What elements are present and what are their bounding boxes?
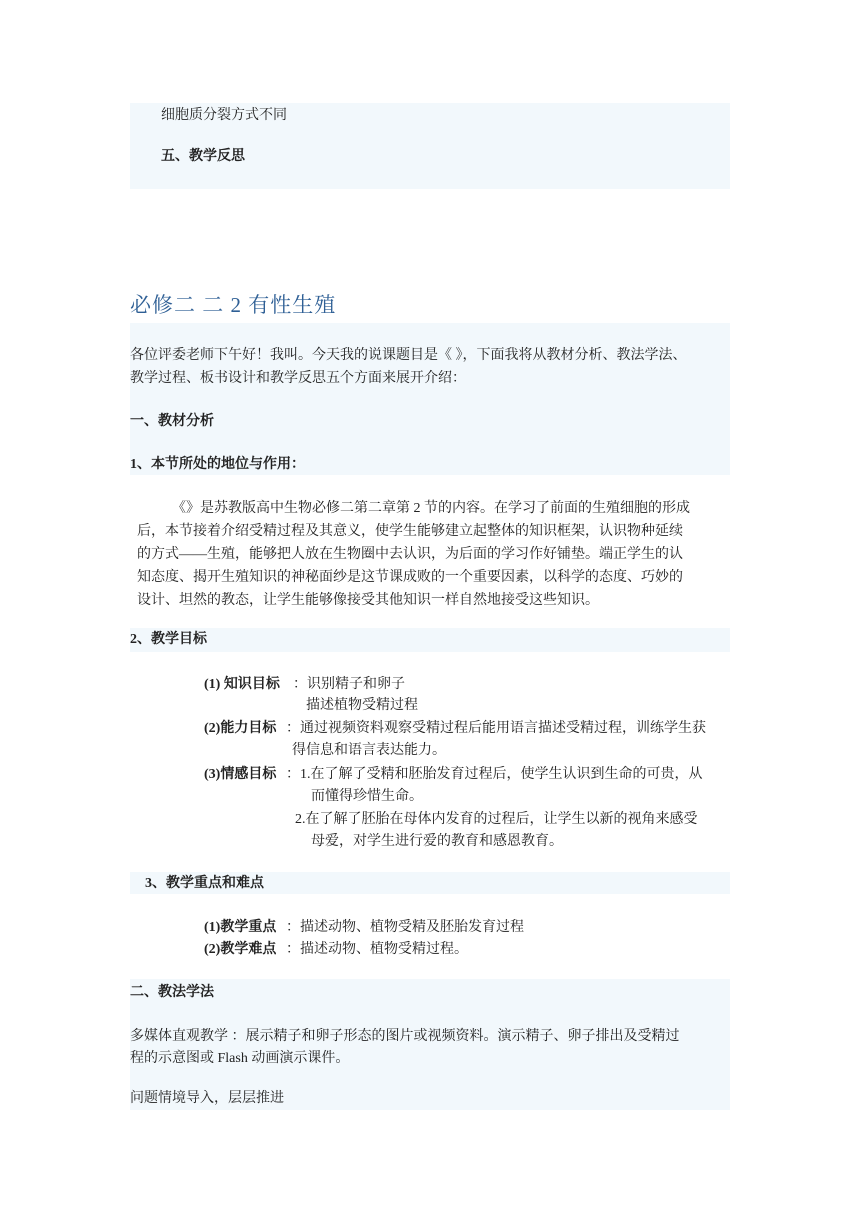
key-point-text: ：描述动物、植物受精及胚胎发育过程 [286, 920, 524, 935]
ability-goal-label: (2)能力目标 [204, 721, 277, 736]
goals-heading-shade [130, 628, 730, 652]
position-role-paragraph [137, 497, 731, 612]
cytoplasm-division-line: 细胞质分裂方式不同 [161, 108, 287, 123]
subsection-position-role: 1、本节所处的地位与作用： [130, 457, 305, 472]
ability-goal-line-2: 得信息和语言表达能力。 [292, 743, 446, 758]
difficult-point-label: (2)教学难点 [204, 942, 277, 957]
method-multimedia-line-1: 多媒体直观教学 ：展示精子和卵子形态的图片或视频资料。演示精子、卵子排出及受精过 [130, 1029, 680, 1044]
difficult-point-text: ：描述动物、植物受精过程。 [286, 942, 468, 957]
emotion-goal-line-3: 2.在了解了胚胎在母体内发育的过程后，让学生以新的视角来感受 [295, 812, 698, 827]
subsection-teaching-goals: 2、教学目标 [130, 632, 207, 647]
knowledge-goal-label: (1) 知识目标 [204, 677, 280, 692]
emotion-goal-line-4: 母爱，对学生进行爱的教育和感恩教育。 [311, 834, 563, 849]
emotion-goal-line-2: 而懂得珍惜生命。 [311, 789, 423, 804]
method-multimedia-line-2: 程的示意图或 Flash 动画演示课件。 [130, 1051, 350, 1066]
page-title: 必修二 二 2 有性生殖 [130, 293, 337, 317]
knowledge-goal-line-2: 描述植物受精过程 [306, 698, 418, 713]
subsection-key-difficult-points: 3、教学重点和难点 [145, 876, 264, 891]
paragraph-line-5: 设计、坦然的教态，让学生能够像接受其他知识一样自然地接受这些知识。 [137, 593, 599, 608]
paragraph-line-1: 《》是苏教版高中生物必修二第二章第 2 节的内容。在学习了前面的生殖细胞的形成 [172, 501, 690, 516]
paragraph-line-2: 后，本节接着介绍受精过程及其意义，使学生能够建立起整体的知识框架，认识物种延续 [137, 524, 683, 539]
emotion-goal-label: (3)情感目标 [204, 767, 277, 782]
intro-line-2: 教学过程、板书设计和教学反思五个方面来展开介绍： [130, 371, 466, 386]
emotion-goal-line-1: ：1.在了解了受精和胚胎发育过程后，使学生认识到生命的可贵，从 [286, 767, 703, 782]
ability-goal-line-1: ：通过视频资料观察受精过程后能用语言描述受精过程，训练学生获 [286, 721, 706, 736]
section1-heading: 一、教材分析 [130, 414, 214, 429]
paragraph-line-4: 知态度、揭开生殖知识的神秘面纱是这节课成败的一个重要因素，以科学的态度、巧妙的 [137, 570, 683, 585]
section2-heading: 二、教法学法 [130, 985, 214, 1000]
method-question-situation: 问题情境导入，层层推进 [130, 1091, 284, 1106]
knowledge-goal-line-1: ：识别精子和卵子 [293, 677, 405, 692]
key-point-label: (1)教学重点 [204, 920, 277, 935]
section5-heading: 五、教学反思 [161, 149, 245, 164]
intro-line-1: 各位评委老师下午好！我叫。今天我的说课题目是《 》，下面我将从教材分析、教法学法、 [130, 348, 687, 363]
paragraph-line-3: 的方式——生殖，能够把人放在生物圈中去认识，为后面的学习作好铺垫。端正学生的认 [137, 547, 683, 562]
